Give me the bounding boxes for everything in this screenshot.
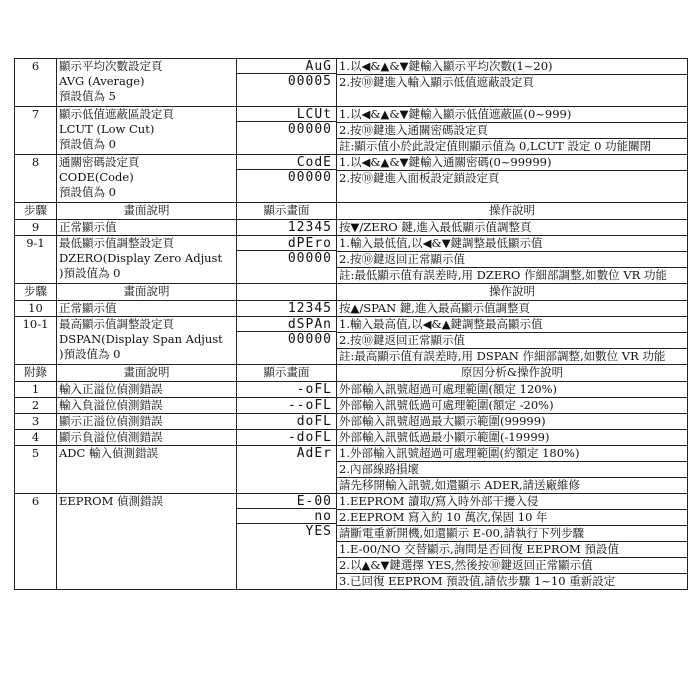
header-cell: 畫面說明 [57,203,237,220]
screen-description [57,398,237,414]
instruction-table [14,58,688,590]
operation-line: 請先移開輸入訊號,如還顯示 ADER,請送廠維修 [339,478,581,492]
seven-segment-readout: 00000 [287,251,332,266]
table-row [15,414,688,430]
seven-segment-readout: AuG [237,59,336,74]
table-header-row [15,203,688,220]
operation-line: 1.以◀&▲&▼鍵輸入顯示低值遮蔽區(0~999) [337,107,687,123]
operation-line: 請斷電重新開機,如還顯示 E-00,請執行下列步驟 [337,526,687,542]
step-number: 9 [15,220,57,236]
operation-line: 按▼/ZERO 鍵,進入最低顯示值調整頁 [339,220,532,234]
description-line: 最高顯示值調整設定頁 [59,317,174,331]
step-number: 6 [15,59,57,107]
seven-segment-readout: doFL [296,414,332,429]
display-screen [237,301,337,317]
screen-description [57,494,237,590]
step-number: 10 [15,301,57,317]
seven-segment-readout: CodE [237,155,336,170]
seven-segment-readout: -doFL [287,430,332,445]
step-number: 10-1 [15,317,57,365]
header-cell: 操作說明 [337,203,688,220]
description-line: AVG (Average) [59,74,145,88]
operation-line: 1.輸入最低值,以◀&▼鍵調整最低顯示值 [337,236,687,252]
operation-description [337,107,688,155]
operation-line: 2.EEPROM 寫入約 10 萬次,保固 10 年 [337,510,687,526]
operation-description [337,398,688,414]
table-row [15,398,688,414]
operation-line: 外部輸入訊號低過最小顯示範圍(-19999) [339,430,550,444]
screen-description [57,446,237,494]
step-number: 6 [15,494,57,590]
operation-description [337,446,688,494]
display-screen [237,382,337,398]
description-line: 輸入負溢位偵測錯誤 [59,398,163,412]
header-cell: 原因分析&操作說明 [337,365,688,382]
operation-line: 外部輸入訊號超過可處理範圍(額定 120%) [339,382,558,396]
header-cell: 畫面說明 [57,365,237,382]
description-line: LCUT (Low Cut) [59,122,155,136]
seven-segment-readout: no [237,509,336,524]
operation-line: 註:最高顯示值有誤差時,用 DSPAN 作細部調整,如數位 VR 功能 [339,349,666,363]
operation-line: 2.內部線路損壞 [337,462,687,478]
header-cell: 附錄 [15,365,57,382]
table-row [15,382,688,398]
description-line: ADC 輸入偵測錯誤 [59,446,158,460]
table-header-row [15,365,688,382]
operation-description [337,59,688,107]
operation-line: 1.E-00/NO 交替顯示,詢問是否回復 EEPROM 預設值 [337,542,687,558]
operation-description [337,317,688,365]
screen-description [57,430,237,446]
header-cell: 操作說明 [337,284,688,301]
description-line: DZERO(Display Zero Adjust [59,251,223,265]
display-screen [237,398,337,414]
display-screen [237,446,337,494]
header-cell: 顯示畫面 [237,203,337,220]
operation-line: 3.已回復 EEPROM 預設值,請依步驟 1~10 重新設定 [339,574,616,588]
description-line: 預設值為 0 [59,137,116,151]
description-line: 顯示平均次數設定頁 [59,59,163,73]
screen-description [57,107,237,155]
header-cell [237,284,337,301]
screen-description [57,301,237,317]
description-line: 預設值為 5 [59,89,116,103]
operation-description [337,430,688,446]
table-row [15,236,688,284]
screen-description [57,220,237,236]
description-line: )預設值為 0 [59,266,121,280]
step-number: 5 [15,446,57,494]
seven-segment-readout: dPEro [237,236,336,251]
table-row [15,430,688,446]
display-screen [237,494,337,590]
table-row [15,301,688,317]
table-row [15,155,688,203]
table-row [15,107,688,155]
table-row [15,446,688,494]
description-line: 正常顯示值 [59,301,117,315]
operation-description [337,494,688,590]
description-line: 顯示正溢位偵測錯誤 [59,414,163,428]
table-header-row [15,284,688,301]
screen-description [57,59,237,107]
operation-line: 1.外部輸入訊號超過可處理範圍(約額定 180%) [337,446,687,462]
operation-description [337,236,688,284]
header-cell: 顯示畫面 [237,365,337,382]
step-number: 9-1 [15,236,57,284]
description-line: 顯示低值遮蔽區設定頁 [59,107,174,121]
step-number: 1 [15,382,57,398]
step-number: 3 [15,414,57,430]
description-line: EEPROM 偵測錯誤 [59,494,164,508]
header-cell: 步驟 [15,284,57,301]
operation-description [337,382,688,398]
description-line: 正常顯示值 [59,220,117,234]
operation-line: 外部輸入訊號超過最大顯示範圍(99999) [339,414,546,428]
operation-line: 2.按⑩鍵進入輸入顯示低值遮蔽設定頁 [339,75,534,89]
operation-line: 2.按⑩鍵進入通關密碼設定頁 [337,123,687,139]
step-number: 2 [15,398,57,414]
display-screen [237,236,337,284]
display-screen [237,317,337,365]
seven-segment-readout: LCUt [237,107,336,122]
description-line: 顯示負溢位偵測錯誤 [59,430,163,444]
display-screen [237,414,337,430]
seven-segment-readout: AdEr [296,446,332,461]
display-screen [237,59,337,107]
table-row [15,220,688,236]
operation-line: 2.以▲&▼鍵選擇 YES,然後按⑩鍵返回正常顯示值 [337,558,687,574]
description-line: DSPAN(Display Span Adjust [59,332,223,346]
screen-description [57,317,237,365]
seven-segment-readout: --oFL [287,398,332,413]
seven-segment-readout: 12345 [287,301,332,316]
table-row [15,59,688,107]
step-number: 4 [15,430,57,446]
description-line: 預設值為 0 [59,185,116,199]
operation-line: 註:顯示值小於此設定值則顯示值為 0,LCUT 設定 0 功能關閉 [339,139,652,153]
operation-line: 外部輸入訊號低過可處理範圍(額定 -20%) [339,398,554,412]
seven-segment-readout: 00000 [287,170,332,185]
header-cell: 步驟 [15,203,57,220]
seven-segment-readout: dSPAn [237,317,336,332]
seven-segment-readout: 12345 [287,220,332,235]
seven-segment-readout: E-00 [237,494,336,509]
screen-description [57,155,237,203]
display-screen [237,220,337,236]
description-line: CODE(Code) [59,170,134,184]
display-screen [237,107,337,155]
screen-description [57,236,237,284]
description-line: 輸入正溢位偵測錯誤 [59,382,163,396]
seven-segment-readout: 00000 [287,122,332,137]
operation-line: 按▲/SPAN 鍵,進入最高顯示值調整頁 [339,301,530,315]
table-row [15,317,688,365]
display-screen [237,155,337,203]
operation-line: 2.按⑩鍵進入面板設定鎖設定頁 [339,171,500,185]
operation-line: 1.EEPROM 讀取/寫入時外部干擾入侵 [337,494,687,510]
seven-segment-readout: -oFL [296,382,332,397]
operation-line: 1.以◀&▲&▼鍵輸入通關密碼(0~99999) [337,155,687,171]
operation-line: 註:最低顯示值有誤差時,用 DZERO 作細部調整,如數位 VR 功能 [339,268,667,282]
description-line: 最低顯示值調整設定頁 [59,236,174,250]
display-screen [237,430,337,446]
screen-description [57,414,237,430]
operation-description [337,155,688,203]
seven-segment-readout: 00005 [287,74,332,89]
seven-segment-readout: 00000 [287,332,332,347]
description-line: )預設值為 0 [59,347,121,361]
header-cell: 畫面說明 [57,284,237,301]
operation-description [337,301,688,317]
operation-line: 1.以◀&▲&▼鍵輸入顯示平均次數(1~20) [337,59,687,75]
operation-line: 2.按⑩鍵返回正常顯示值 [337,333,687,349]
description-line: 通關密碼設定頁 [59,155,140,169]
operation-description [337,220,688,236]
step-number: 7 [15,107,57,155]
operation-description [337,414,688,430]
step-number: 8 [15,155,57,203]
table-row [15,494,688,590]
operation-line: 2.按⑩鍵返回正常顯示值 [337,252,687,268]
operation-line: 1.輸入最高值,以◀&▲鍵調整最高顯示值 [337,317,687,333]
seven-segment-readout: YES [305,524,332,539]
screen-description [57,382,237,398]
